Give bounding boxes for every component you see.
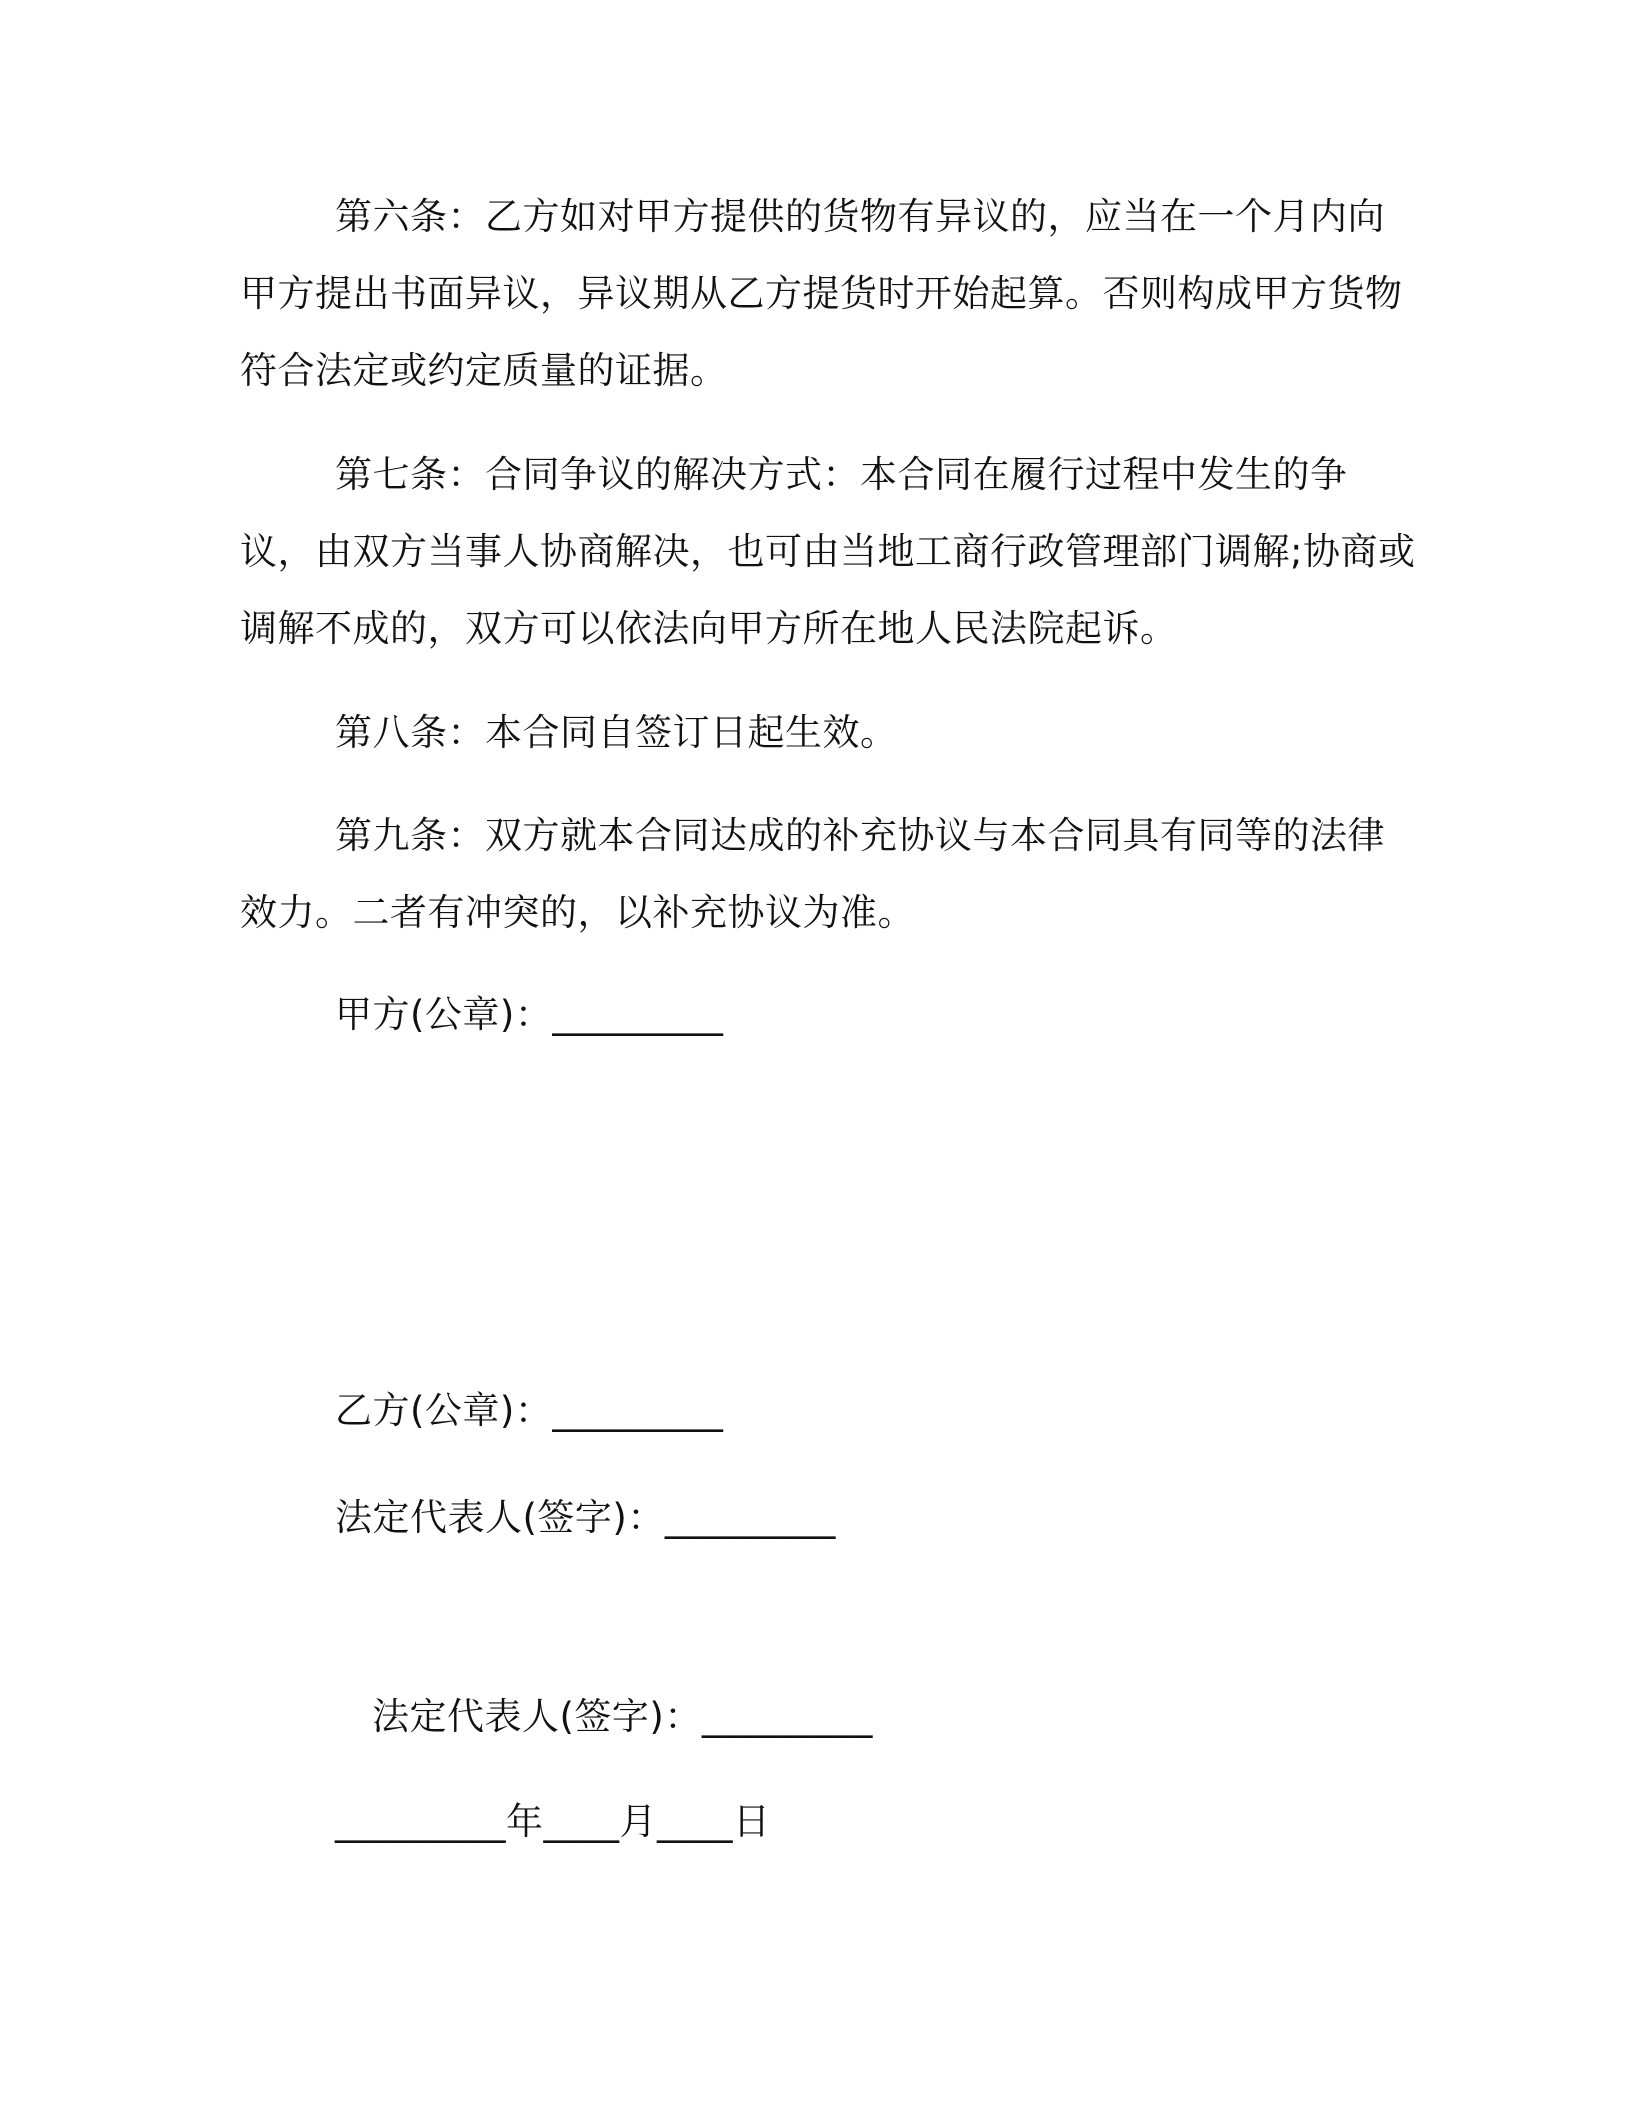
- legal-rep-signature-line-1: 法定代表人(签字)：_________: [335, 1496, 836, 1539]
- clause-6: 第六条：乙方如对甲方提供的货物有异议的，应当在一个月内向甲方提出书面异议，异议期从乙方提货时开始起算。否则构成甲方货物符合法定或约定质量的证据。: [240, 195, 1403, 392]
- party-b-seal-line: 乙方(公章)：_________: [335, 1389, 724, 1432]
- party-a-seal-line: 甲方(公章)：_________: [335, 993, 724, 1036]
- legal-rep-signature-line-2: 法定代表人(签字)：_________: [372, 1695, 873, 1738]
- clause-7: 第七条：合同争议的解决方式：本合同在履行过程中发生的争议，由双方当事人协商解决，也可由当地工商行政管理部门调解;协商或调解不成的，双方可以依法向甲方所在地人民法院起诉。: [240, 453, 1416, 650]
- signing-date-line: _________年____月____日: [335, 1800, 771, 1843]
- clause-8: 第八条：本合同自签订日起生效。: [335, 711, 898, 754]
- clause-9: 第九条：双方就本合同达成的补充协议与本合同具有同等的法律效力。二者有冲突的，以补充协议为准。: [240, 814, 1385, 934]
